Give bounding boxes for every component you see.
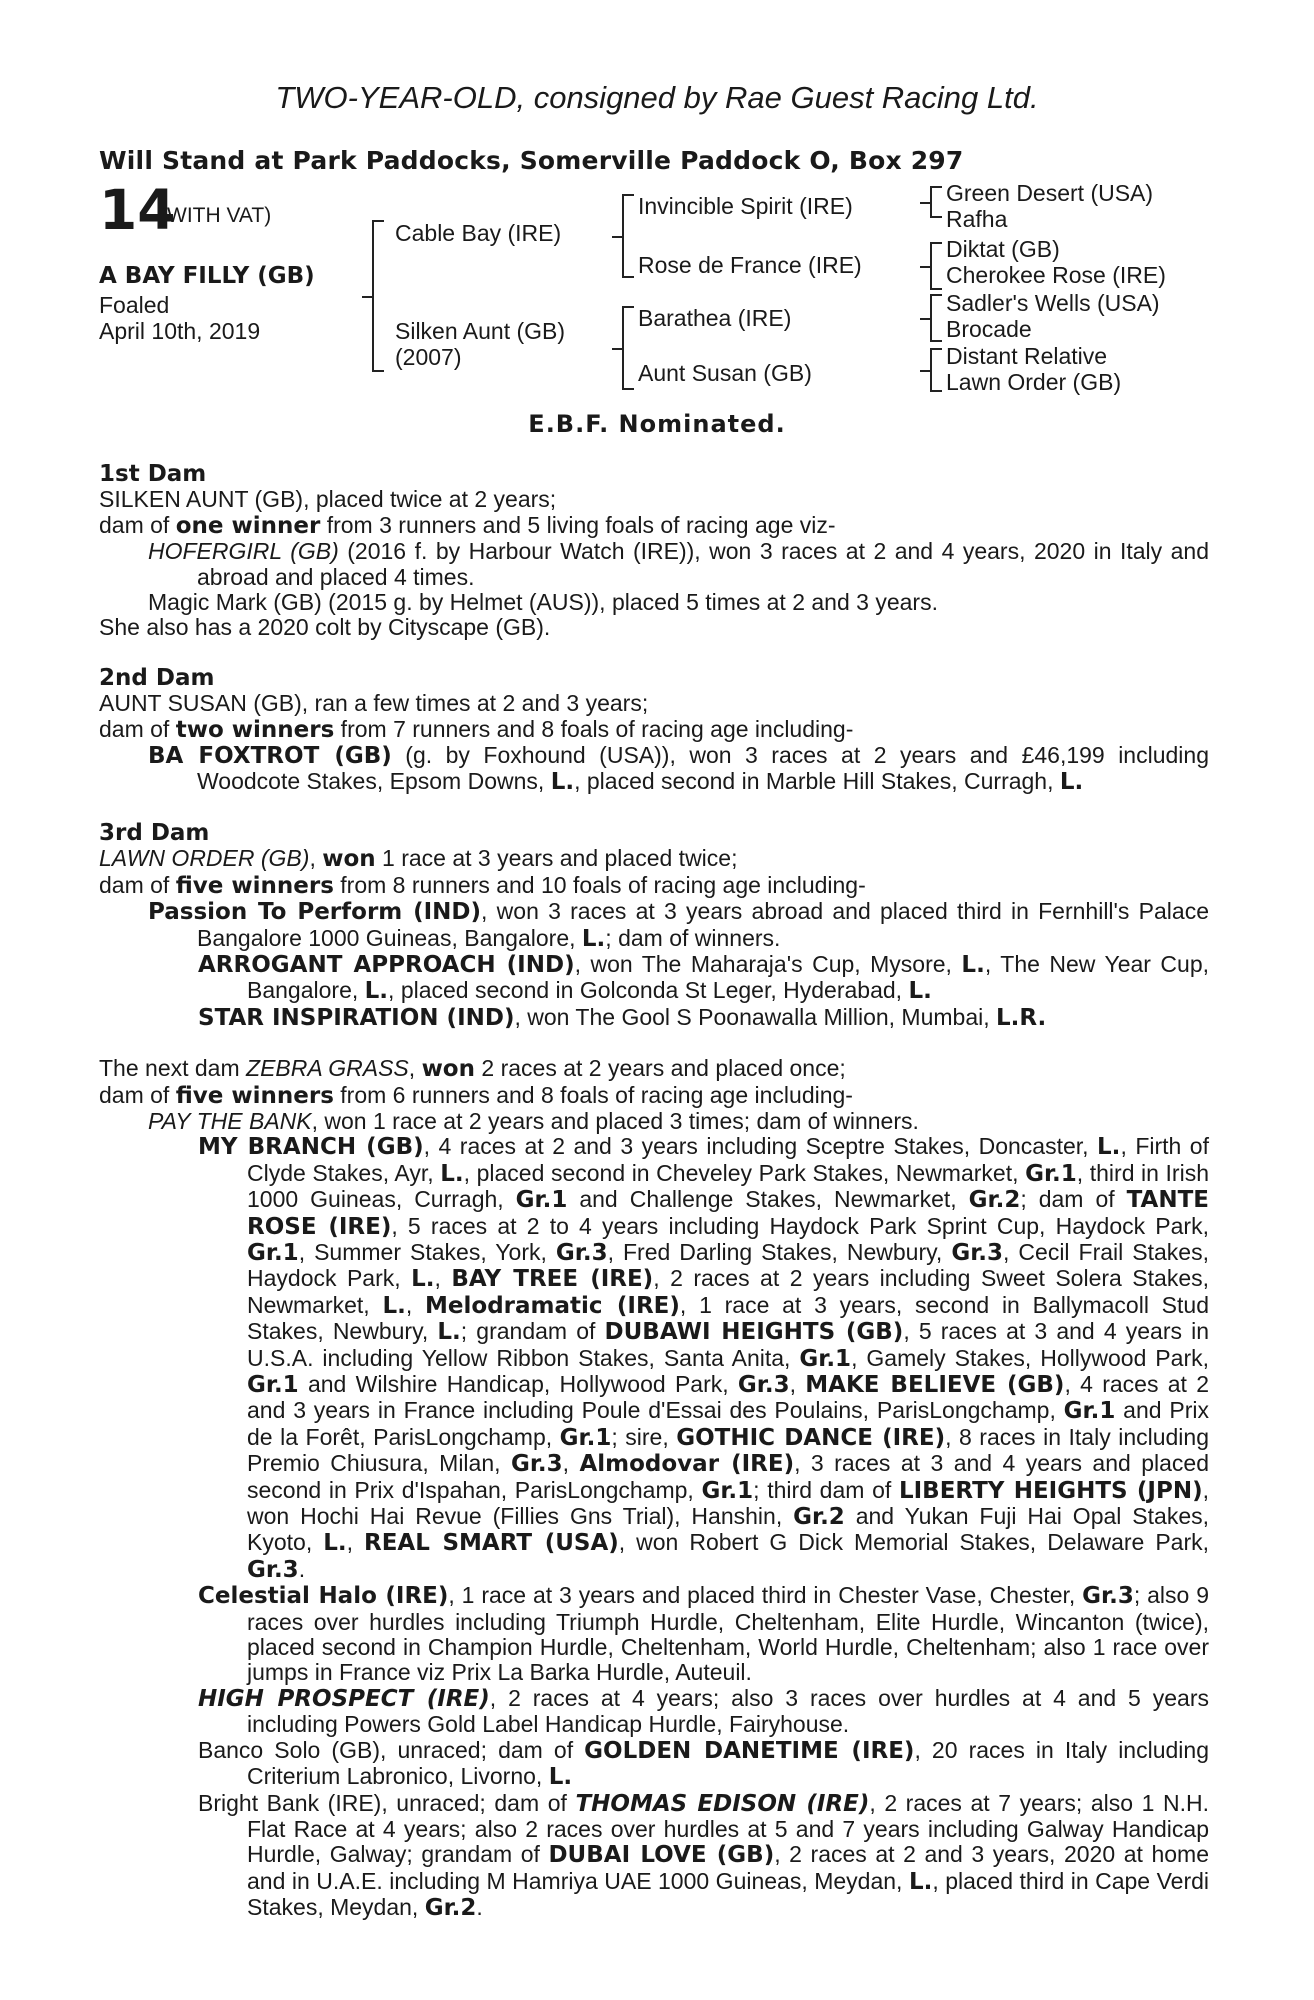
g-brace-2 xyxy=(930,242,942,290)
g-brace-3 xyxy=(930,294,942,342)
second-dam-line: AUNT SUSAN (GB), ran a few times at 2 and 3 years; xyxy=(99,690,649,717)
page-title: TWO-YEAR-OLD, consigned by Rae Guest Racing Ltd. xyxy=(275,80,1039,115)
produce-entry: STAR INSPIRATION (IND), won The Gool S Poonawalla Million, Mumbai, L.R. xyxy=(198,1003,1047,1031)
sire-sire: Invincible Spirit (IRE) xyxy=(638,193,853,219)
catalogue-body xyxy=(99,462,1209,1922)
lot-number: 14 xyxy=(99,178,176,242)
g-brace-4 xyxy=(930,348,942,392)
sire-brace xyxy=(622,194,634,278)
gen3-name: Rafha xyxy=(946,206,1008,232)
produce-entry: ARROGANT APPROACH (IND), won The Maharaja's Cup, Mysore, L., The New Year Cup, Bangalore, L., placed second in Golconda St Leger, Hyderabad, L. xyxy=(198,950,1209,1005)
gen3-name: Green Desert (USA) xyxy=(946,180,1154,206)
first-dam-summary: dam of one winner from 3 runners and 5 living foals of racing age viz- xyxy=(99,511,836,539)
produce-entry: BA FOXTROT (GB) (g. by Foxhound (USA)), won 3 races at 2 years and £46,199 including Woodcote Stakes, Epsom Downs, L., placed second in Marble Hill Stakes, Curragh, L. xyxy=(148,742,1209,796)
vat-note: (WITH VAT) xyxy=(160,204,272,227)
third-dam-line: LAWN ORDER (GB), won 1 race at 3 years and placed twice; xyxy=(99,845,738,873)
third-dam-summary: dam of five winners from 8 runners and 10 foals of racing age including- xyxy=(99,871,866,899)
first-dam-heading: 1st Dam xyxy=(99,461,207,487)
gen3-name: Brocade xyxy=(946,316,1032,342)
first-dam-line: SILKEN AUNT (GB), placed twice at 2 years; xyxy=(99,486,557,513)
produce-entry: Bright Bank (IRE), unraced; dam of THOMAS EDISON (IRE), 2 races at 7 years; also 1 N.H. Flat Race at 4 years; also 2 races over hurdles at 5 and 7 years including Galway Handicap Hurdle, Galway; grandam of DUBAI LOVE (GB), 2 races at 2 and 3 years, 2020 at home and in U.A.E. including M Hamriya UAE 1000 Guineas, Meydan, L., placed third in Cape Verdi Stakes, Meydan, Gr.2. xyxy=(198,1789,1210,1922)
sire-dam: Rose de France (IRE) xyxy=(638,252,862,278)
first-dam-note: She also has a 2020 colt by Cityscape (GB). xyxy=(99,614,551,641)
next-dam-line: The next dam ZEBRA GRASS, won 2 races at 2 years and placed once; xyxy=(99,1055,846,1083)
gen3-name: Lawn Order (GB) xyxy=(946,369,1122,395)
ebf-note: E.B.F. Nominated. xyxy=(528,410,786,438)
produce-entry: Magic Mark (GB) (2015 g. by Helmet (AUS)), placed 5 times at 2 and 3 years. xyxy=(148,589,938,616)
produce-entry: MY BRANCH (GB), 4 races at 2 and 3 years including Sceptre Stakes, Doncaster, L., Firth of Clyde Stakes, Ayr, L., placed second in Cheveley Park Stakes, Newmarket, Gr.1, third in Irish 1000 Guineas, Curragh, Gr.1 and Challenge Stakes, Newmarket, Gr.2; dam of TANTE ROSE (IRE), 5 races at 2 to 4 years including Haydock Park Sprint Cup, Haydock Park, Gr.1, Summer Stakes, York, Gr.3, Fred Darling Stakes, Newbury, Gr.3, Cecil Frail Stakes, Haydock Park, L., BAY TREE (IRE), 2 races at 2 years including Sweet Solera Stakes, Newmarket, L., Melodramatic (IRE), 1 race at 3 years, second in Ballymacoll Stud Stakes, Newbury, L.; grandam of DUBAWI HEIGHTS (GB), 5 races at 3 and 4 years in U.S.A. including Yellow Ribbon Stakes, Santa Anita, Gr.1, Gamely Stakes, Hollywood Park, Gr.1 and Wilshire Handicap, Hollywood Park, Gr.3, MAKE BELIEVE (GB), 4 races at 2 and 3 years in France including Poule d'Essai des Poulains, ParisLongchamp, Gr.1 and Prix de la Forêt, ParisLongchamp, Gr.1; sire, GOTHIC DANCE (IRE), 8 races in Italy including Premio Chiusura, Milan, Gr.3, Almodovar (IRE), 3 races at 3 and 4 years and placed second in Prix d'Ispahan, ParisLongchamp, Gr.1; third dam of LIBERTY HEIGHTS (JPN), won Hochi Hai Revue (Fillies Gns Trial), Hanshin, Gr.2 and Yukan Fuji Hai Opal Stakes, Kyoto, L., REAL SMART (USA), won Robert G Dick Memorial Stakes, Delaware Park, Gr.3. xyxy=(198,1133,1210,1583)
horse-name: A BAY FILLY (GB) xyxy=(99,263,315,289)
dam-name: Silken Aunt (GB) xyxy=(395,318,566,344)
gen3-name: Diktat (GB) xyxy=(946,236,1060,262)
stand-location: Will Stand at Park Paddocks, Somerville Paddock O, Box 297 xyxy=(99,146,964,175)
pedigree-brace xyxy=(372,220,384,372)
produce-entry: Passion To Perform (IND), won 3 races at 3 years abroad and placed third in Fernhill's Palace Bangalore 1000 Guineas, Bangalore, L.; dam of winners. xyxy=(148,898,1209,952)
gen3-name: Distant Relative xyxy=(946,343,1108,369)
g-brace-1 xyxy=(930,186,942,218)
second-dam-heading: 2nd Dam xyxy=(99,664,215,691)
dam-sire: Barathea (IRE) xyxy=(638,305,792,331)
produce-entry: HOFERGIRL (GB) (2016 f. by Harbour Watch (IRE)), won 3 races at 2 and 4 years, 2020 in Italy and abroad and placed 4 times. xyxy=(148,538,1209,590)
dam-year: (2007) xyxy=(395,344,462,370)
gen3-name: Cherokee Rose (IRE) xyxy=(946,262,1166,288)
next-dam-summary: dam of five winners from 6 runners and 8 foals of racing age including- xyxy=(99,1081,853,1109)
foaled-label: Foaled xyxy=(99,292,170,318)
third-dam-heading: 3rd Dam xyxy=(99,819,210,846)
produce-entry: Celestial Halo (IRE), 1 race at 3 years and placed third in Chester Vase, Chester, Gr.3; also 9 races over hurdles including Triumph Hurdle, Cheltenham, Elite Hurdle, Wincanton (twice), placed second in Champion Hurdle, Cheltenham, World Hurdle, Cheltenham; also 1 race over jumps in France viz Prix La Barka Hurdle, Auteuil. xyxy=(198,1582,1210,1686)
dam-dam: Aunt Susan (GB) xyxy=(638,360,812,386)
second-dam-summary: dam of two winners from 7 runners and 8 foals of racing age including- xyxy=(99,715,854,743)
produce-entry: PAY THE BANK, won 1 race at 2 years and placed 3 times; dam of winners. xyxy=(148,1107,919,1134)
sire-name: Cable Bay (IRE) xyxy=(395,220,562,246)
produce-entry: Banco Solo (GB), unraced; dam of GOLDEN DANETIME (IRE), 20 races in Italy including Criterium Labronico, Livorno, L. xyxy=(198,1736,1209,1791)
produce-entry: HIGH PROSPECT (IRE), 2 races at 4 years; also 3 races over hurdles at 4 and 5 years including Powers Gold Label Handicap Hurdle, Fairyhouse. xyxy=(198,1684,1209,1738)
dam-brace xyxy=(622,306,634,390)
foaled-date: April 10th, 2019 xyxy=(99,318,261,344)
gen3-name: Sadler's Wells (USA) xyxy=(946,290,1160,316)
